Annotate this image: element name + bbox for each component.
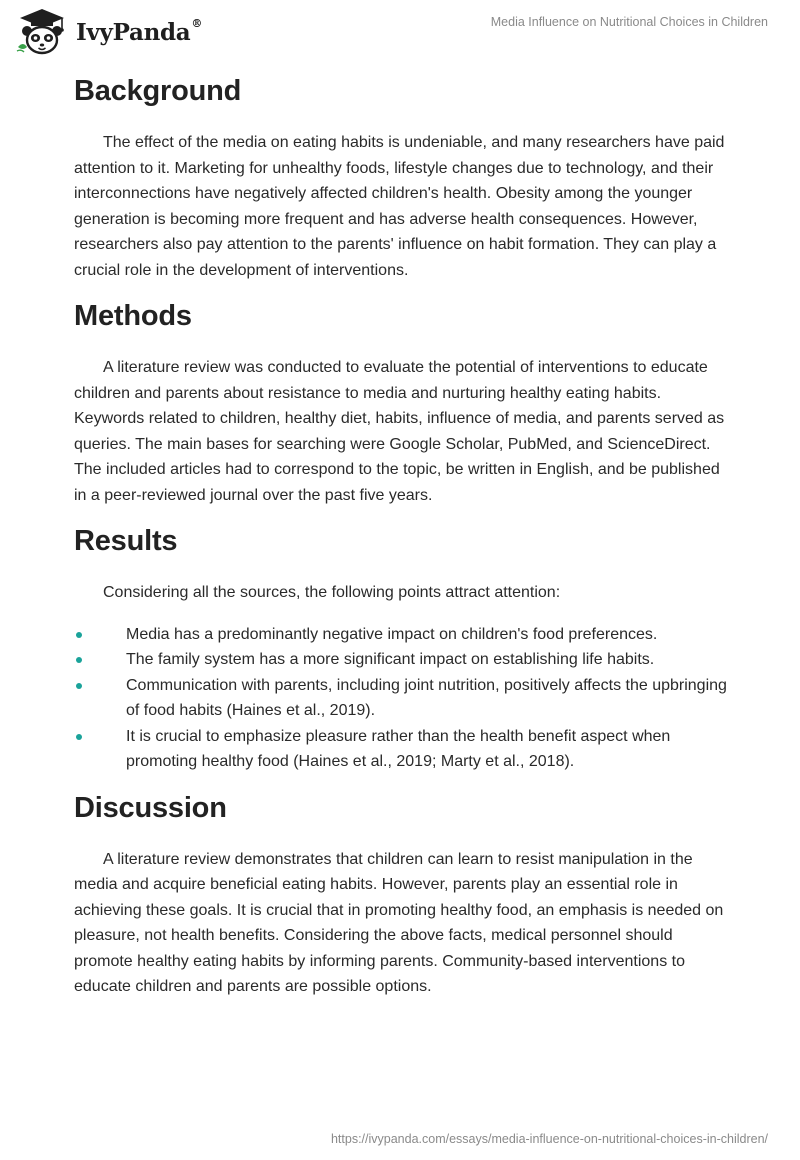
document-title: Media Influence on Nutritional Choices in Children — [490, 15, 768, 29]
panda-graduate-icon — [14, 7, 70, 57]
registered-mark: ® — [191, 16, 203, 30]
section-discussion — [74, 789, 734, 1000]
results-bullet-list — [60, 622, 734, 775]
bullet-dot-icon — [76, 657, 82, 663]
list-item — [60, 647, 734, 673]
page-header — [0, 0, 800, 60]
list-item-text: Media has a predominantly negative impact on children's food preferences. — [126, 625, 658, 643]
bullet-dot-icon — [76, 632, 82, 638]
list-item-text: The family system has a more significant impact on establishing life habits. — [126, 651, 655, 668]
section-results — [74, 522, 734, 775]
brand-name: IvyPanda® — [76, 16, 203, 46]
list-item — [60, 622, 734, 648]
section-paragraph: A literature review was conducted to evaluate the potential of interventions to educate children and parents about resistance to media and nurturing healthy eating habits. Keywords related to children, healthy diet, habits, influence of media, and parents served as queries. The main bases for searching were Google Scholar, PubMed, and ScienceDirect. The included articles had to correspond to the topic, be written in English, and be published in a peer-reviewed journal over the past five years. — [74, 359, 725, 504]
source-url-link[interactable]: https://ivypanda.com/essays/media-influence-on-nutritional-choices-in-children/ — [330, 1132, 768, 1146]
section-heading: Results — [74, 525, 178, 557]
bullet-dot-icon — [76, 734, 82, 740]
section-paragraph: Considering all the sources, the following points attract attention: — [103, 584, 561, 601]
section-methods — [74, 297, 734, 508]
section-paragraph: A literature review demonstrates that children can learn to resist manipulation in the media and acquire beneficial eating habits. However, parents play an essential role in achieving these goals. It is crucial that in promoting healthy food, an emphasis is needed on pleasure, not health benefits. Considering the above facts, medical personnel should promote healthy eating habits by informing parents. Community-based interventions to educate children and parents are possible options. — [74, 850, 724, 995]
list-item-text: It is crucial to emphasize pleasure rather than the health benefit aspect when promoting healthy food (Haines et al., 2019; Marty et al., 2018). — [126, 727, 671, 770]
bullet-dot-icon — [76, 683, 82, 689]
section-heading: Discussion — [74, 791, 227, 824]
essay-content — [74, 72, 734, 1000]
section-background — [74, 72, 734, 283]
section-heading: Background — [74, 75, 242, 107]
section-heading: Methods — [74, 300, 192, 332]
list-item — [60, 724, 734, 775]
ivypanda-logo[interactable] — [14, 7, 202, 57]
section-paragraph: The effect of the media on eating habits is undeniable, and many researchers have paid attention to it. Marketing for unhealthy foods, lifestyle changes due to technology, and their interconnections have negatively affected children's health. Obesity among the younger generation is becoming more frequent and has adverse health consequences. However, researchers also pay attention to the parents' influence on habit formation. They can play a crucial role in the development of interventions. — [74, 134, 725, 279]
list-item-text: Communication with parents, including joint nutrition, positively affects the upbringing of food habits (Haines et al., 2019). — [126, 676, 727, 719]
list-item — [60, 673, 734, 724]
